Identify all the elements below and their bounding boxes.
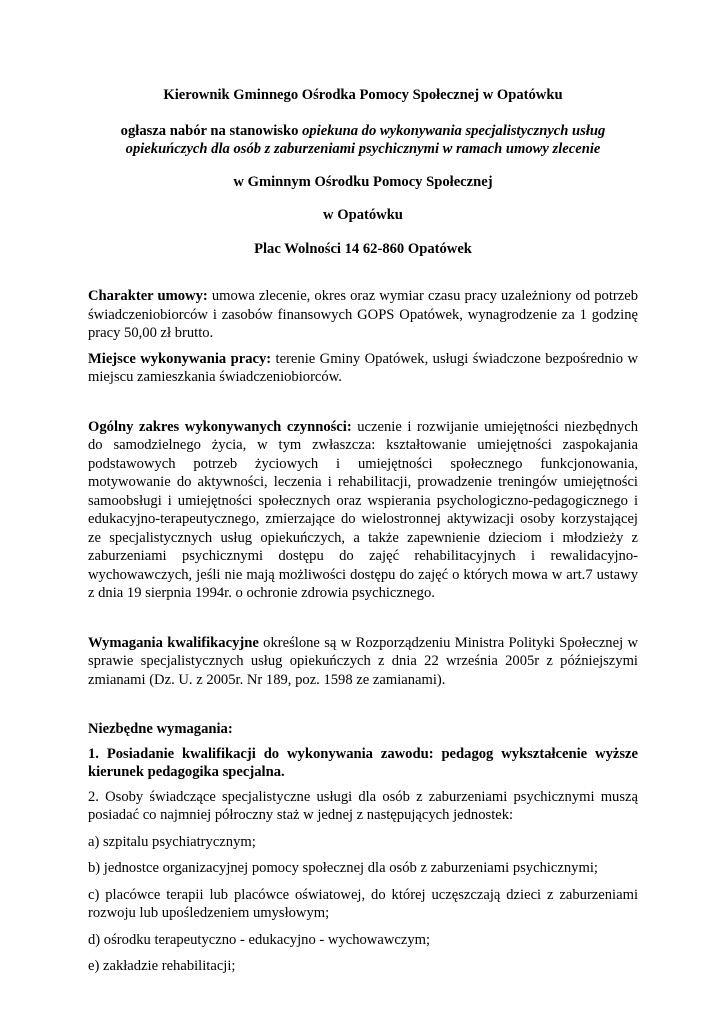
section-ogolny-zakres <box>88 418 638 603</box>
list-item: b) jednostce organizacyjnej pomocy społecznej dla osób z zaburzeniami psychicznymi; <box>88 860 598 876</box>
list-item: c) placówce terapii lub placówce oświatowej, do której uczęszczają dzieci z zaburzeniami rozwoju lub upośledzeniem umysłowym; <box>88 886 638 921</box>
miejsce-text: terenie Gminy Opatówek, usługi świadczone bezpośrednio w miejscu zamieszkania świadczeniobiorców. <box>88 350 638 385</box>
list-item: a) szpitalu psychiatrycznym; <box>88 833 256 850</box>
header-institution: w Gminnym Ośrodku Pomocy Społecznej <box>233 173 493 190</box>
section-wymagania <box>88 634 638 690</box>
announcement-prefix: ogłasza nabór na stanowisko <box>120 122 303 139</box>
section-charakter <box>88 287 638 343</box>
charakter-label: Charakter umowy: <box>88 288 208 304</box>
wymagania-label: Wymagania kwalifikacyjne <box>88 634 259 651</box>
miejsce-label: Miejsce wykonywania pracy: <box>88 350 272 367</box>
ogolny-label: Ogólny zakres wykonywanych czynności: <box>88 418 352 435</box>
header-town: w Opatówku <box>323 207 403 223</box>
list-item: e) zakładzie rehabilitacji; <box>88 958 236 974</box>
announcement-position: opiekuna do wykonywania specjalistycznych usług opiekuńczych dla osób z zaburzeniami psychicznymi w ramach umowy zlecenie <box>125 122 606 157</box>
charakter-text: umowa zlecenie, okres oraz wymiar czasu pracy uzależniony od potrzeb świadczeniobiorców i zasobów finansowych GOPS Opatówek, wynagrodzenie za 1 godzinę pracy 50,00 zł brutto. <box>88 288 638 341</box>
header-address: Plac Wolności 14 62-860 Opatówek <box>254 240 472 257</box>
requirement-2: 2. Osoby świadczące specjalistyczne usługi dla osób z zaburzeniami psychicznymi muszą posiadać co najmniej półroczny staż w jednej z następujących jednostek: <box>88 788 638 823</box>
requirement-1: 1. Posiadanie kwalifikacji do wykonywania zawodu: pedagog wykształcenie wyższe kierunek pedagogika specjalna. <box>88 745 638 780</box>
list-item: d) ośrodku terapeutyczno - edukacyjno - wychowawczym; <box>88 931 431 948</box>
header-announcement <box>88 122 638 159</box>
wymagania-text: określone są w Rozporządzeniu Ministra Polityki Społecznej w sprawie specjalistycznych usług opiekuńczych z dnia 22 września 2005r z późniejszymi zmianami (Dz. U. z 2005r. Nr 189, poz. 1598 ze zamianami). <box>88 634 638 688</box>
header-title: Kierownik Gminnego Ośrodka Pomocy Społecznej w Opatówku <box>163 87 563 103</box>
ogolny-text: uczenie i rozwijanie umiejętności niezbędnych do samodzielnego życia, w tym zwłaszcza: kształtowanie umiejętności zaspokajania podstawowych potrzeb życiowych i umiejętności społecznego funkcjonowania, motywowanie do aktywności, leczenia i rehabilitacji, prowadzenie treningów umiejętności samoobsługi i umiejętności społecznych oraz wspierania psychologiczno-pedagogicznego i edukacyjno-terapeutycznego, zmierzające do wielostronnej aktywizacji osoby korzystającej ze specjalistycznych usług opiekuńczych, a także zapewnienie dzieciom i młodzieży z zaburzeniami psychicznymi dostępu do zajęć rehabilitacyjnych i rewalidacyjno-wychowawczych, jeśli nie mają możliwości dostępu do zajęć o których mowa w art.7 ustawy z dnia 19 sierpnia 1994r. o ochronie zdrowia psychicznego. <box>88 418 638 601</box>
niezbedne-heading: Niezbędne wymagania: <box>88 721 233 737</box>
section-miejsce <box>88 350 638 387</box>
